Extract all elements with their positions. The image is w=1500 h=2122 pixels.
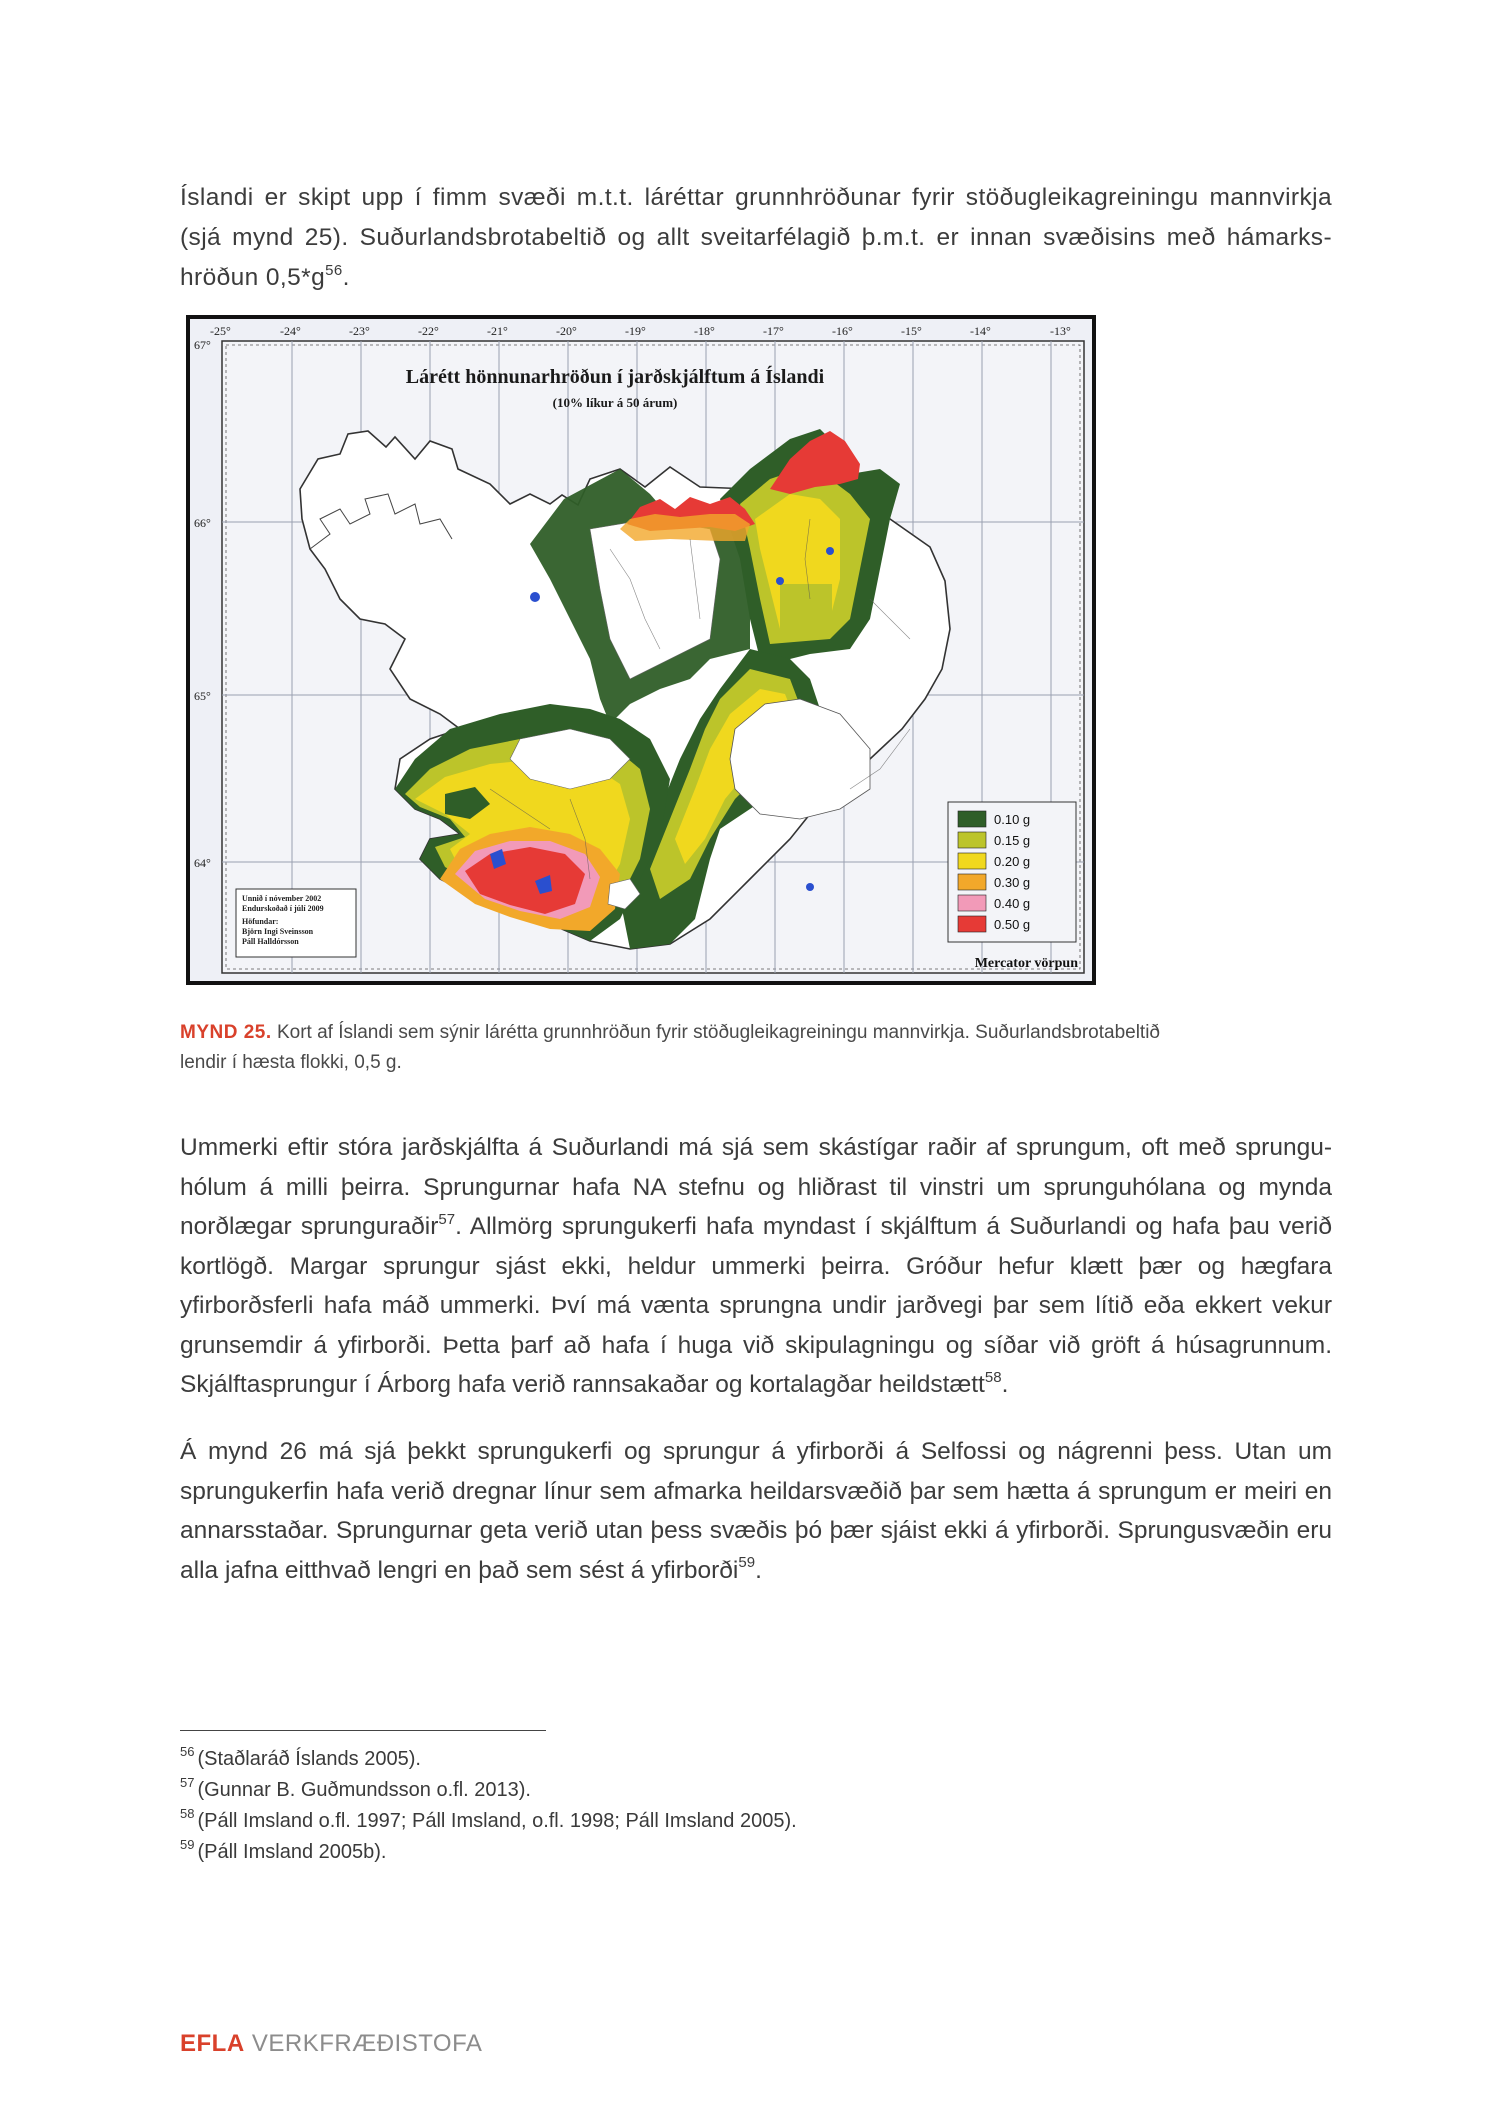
lon-label: -14°	[970, 324, 991, 338]
lon-label: -23°	[349, 324, 370, 338]
iceland-acceleration-map	[186, 315, 1096, 985]
legend-swatch-0	[958, 811, 986, 827]
footer-logo	[180, 2030, 482, 2058]
legend-swatch-5	[958, 916, 986, 932]
lat-label: 67°	[194, 338, 211, 352]
lat-label: 65°	[194, 689, 211, 703]
lon-label: -17°	[763, 324, 784, 338]
map-title: Lárétt hönnunarhröðun í jarðskjálftum á Íslandi	[405, 366, 825, 388]
lon-label: -24°	[280, 324, 301, 338]
footnote-item: $^{58}$ (Páll Imsland o.fl. 1997; Páll Imsland, o.fl. 1998; Páll Imsland 2005).	[180, 1806, 797, 1832]
footnotes-list	[180, 1744, 1180, 1868]
figure-caption	[180, 1018, 1160, 1078]
lon-label: -15°	[901, 324, 922, 338]
projection-label: Mercator vörpun	[974, 956, 1078, 971]
legend-label: 0.40 g	[994, 896, 1031, 911]
map-legend	[948, 802, 1076, 942]
legend-label: 0.15 g	[994, 833, 1031, 848]
footnote-ref-58[interactable]: 58	[984, 1368, 1002, 1386]
lat-label: 64°	[194, 856, 211, 870]
legend-swatch-3	[958, 874, 986, 890]
legend-label: 0.30 g	[994, 875, 1031, 890]
legend-label: 0.50 g	[994, 917, 1031, 932]
legend-label: 0.20 g	[994, 854, 1031, 869]
lon-label: -20°	[556, 324, 577, 338]
lon-label: -19°	[625, 324, 646, 338]
footnote-divider	[180, 1730, 546, 1731]
lon-label: -25°	[210, 324, 231, 338]
legend-swatch-4	[958, 895, 986, 911]
lon-label: -18°	[694, 324, 715, 338]
legend-swatch-2	[958, 853, 986, 869]
credit-line: Endurskoðað í júlí 2009	[242, 904, 324, 913]
footnote-item: $^{56}$ (Staðlaráð Íslands 2005).	[180, 1744, 421, 1770]
caption-text: Kort af Íslandi sem sýnir lárétta grunnhröðun fyrir stöðugleikagreiningu mannvirkja. Suðurlandsbrotabeltið lendir í hæsta flokki, 0,5 g.	[180, 1022, 1160, 1073]
credit-line: Páll Halldórsson	[242, 937, 299, 946]
footnote-ref-57[interactable]: 57	[438, 1210, 456, 1228]
map-subtitle: (10% líkur á 50 árum)	[552, 395, 678, 410]
credit-line: Björn Ingi Sveinsson	[242, 927, 314, 936]
footnote-ref-59[interactable]: 59	[738, 1554, 756, 1572]
legend-swatch-1	[958, 832, 986, 848]
lon-label: -13°	[1050, 324, 1071, 338]
lon-label: -16°	[832, 324, 853, 338]
brand-department: VERKFRÆÐISTOFA	[244, 2030, 483, 2057]
map-credits	[236, 889, 356, 957]
paragraph-selfoss: Á mynd 26 má sjá þekkt sprungukerfi og sprungur á yfirborði á Selfossi og nágrenni þess. Utan um sprungukerfin hafa verið dregnar línur sem afmarka heildarsvæðið þar sem hætta á sprungum er meiri en annarsstaðar. Sprungurnar geta verið utan þess svæðis þó þær sjáist ekki á yfirborði. Sprungusvæðin eru alla jafna eitthvað lengri en það sem sést á yfirborði$^{59}$.	[180, 1438, 1332, 1584]
footnote-item: $^{59}$ (Páll Imsland 2005b).	[180, 1837, 387, 1863]
credit-line: Höfundar:	[242, 917, 279, 926]
footnote-item: $^{57}$ (Gunnar B. Guðmundsson o.fl. 2013).	[180, 1775, 531, 1801]
credit-line: Unnið í nóvember 2002	[242, 894, 322, 903]
caption-label: MYND 25.	[180, 1022, 272, 1043]
paragraph-intro: Íslandi er skipt upp í fimm svæði m.t.t. láréttar grunnhröðunar fyrir stöðugleikagreiningu mannvirkja (sjá mynd 25). Suðurlandsbrotabeltið og allt sveitarfélagið þ.m.t. er innan svæðisins með hámarks-hröðun $0,5*g^{56}$.	[180, 184, 1332, 291]
legend-label: 0.10 g	[994, 812, 1031, 827]
lon-label: -22°	[418, 324, 439, 338]
paragraph-fissures: Ummerki eftir stóra jarðskjálfta á Suðurlandi má sjá sem skástígar raðir af sprungum, oft með sprungu-hólum á milli þeirra. Sprungurnar hafa NA stefnu og hliðrast til vinstri um sprunguhólana og mynda norðlægar sprunguraðir$^{57}$. Allmörg sprungukerfi hafa myndast í skjálftum á Suðurlandi og hafa þau verið kortlögð. Margar sprungur sjást ekki, heldur ummerki þeirra. Gróður hefur klætt þær og hægfara yfirborðsferli hafa máð ummerki. Því má vænta sprungna undir jarðvegi þar sem lítið eða ekkert vekur grunsemdir á yfirborði. Þetta þarf að hafa í huga við skipulagningu og síðar við gröft á húsagrunnum. Skjálftasprungur í Árborg hafa verið rannsakaðar og kortalagðar heildstætt$^{58}$.	[180, 1134, 1332, 1398]
footnote-ref-56[interactable]: 56	[325, 261, 343, 279]
brand-name: EFLA	[180, 2030, 245, 2057]
lon-label: -21°	[487, 324, 508, 338]
lat-label: 66°	[194, 516, 211, 530]
